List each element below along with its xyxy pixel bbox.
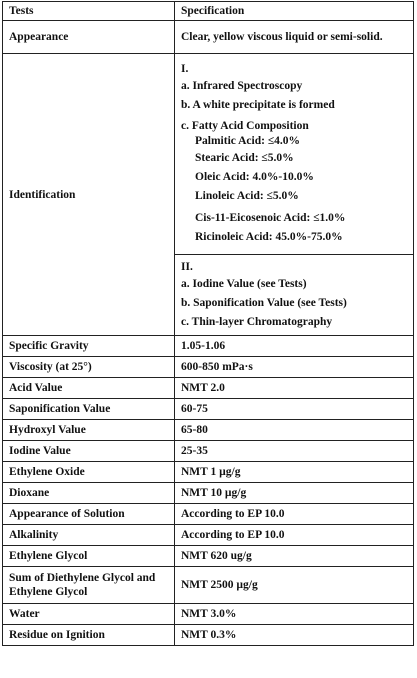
test-name: Water xyxy=(3,604,175,625)
test-name: Dioxane xyxy=(3,483,175,504)
test-spec: NMT 2.0 xyxy=(175,378,414,399)
table-row xyxy=(3,567,414,604)
test-spec: 60-75 xyxy=(175,399,414,420)
test-spec: 600-850 mPa·s xyxy=(175,357,414,378)
test-name: Acid Value xyxy=(3,378,175,399)
test-spec: NMT 0.3% xyxy=(175,625,414,646)
part2-item-b: b. Saponification Value (see Tests) xyxy=(181,296,347,309)
part2-item-a: a. Iodine Value (see Tests) xyxy=(181,277,307,290)
part1-item-a: a. Infrared Spectroscopy xyxy=(181,80,303,92)
part1-item-c: c. Fatty Acid Composition xyxy=(181,120,309,132)
table-row xyxy=(3,441,414,462)
part1-roman: I. xyxy=(181,63,189,75)
test-name: Appearance xyxy=(3,21,175,54)
table-row xyxy=(3,625,414,646)
test-spec: NMT 2500 µg/g xyxy=(175,567,414,604)
test-name: Ethylene Oxide xyxy=(3,462,175,483)
test-spec: 1.05-1.06 xyxy=(175,336,414,357)
test-spec: 65-80 xyxy=(175,420,414,441)
test-spec: 25-35 xyxy=(175,441,414,462)
acid-item: Stearic Acid: ≤5.0% xyxy=(195,152,294,164)
table-row xyxy=(3,357,414,378)
test-spec: NMT 3.0% xyxy=(175,604,414,625)
test-spec: NMT 620 ug/g xyxy=(175,546,414,567)
part1-item-b: b. A white precipitate is formed xyxy=(181,99,335,111)
test-spec: According to EP 10.0 xyxy=(175,504,414,525)
part2-item-c: c. Thin-layer Chromatography xyxy=(181,315,333,328)
acid-item: Cis-11-Eicosenoic Acid: ≤1.0% xyxy=(195,212,346,224)
table-row xyxy=(3,378,414,399)
acid-item: Linoleic Acid: ≤5.0% xyxy=(195,190,299,202)
test-spec: NMT 10 µg/g xyxy=(175,483,414,504)
table-row xyxy=(3,483,414,504)
test-spec: NMT 1 µg/g xyxy=(175,462,414,483)
specification-header: Specification xyxy=(175,2,414,21)
table-row xyxy=(3,21,414,54)
identification-part2 xyxy=(175,255,414,336)
acid-item: Oleic Acid: 4.0%-10.0% xyxy=(195,171,314,183)
test-spec: According to EP 10.0 xyxy=(175,525,414,546)
part2-roman: II. xyxy=(181,260,193,273)
table-row xyxy=(3,462,414,483)
test-name: Sum of Diethylene Glycol and Ethylene Glycol xyxy=(3,567,175,604)
identification-part1 xyxy=(175,54,414,255)
acid-item: Palmitic Acid: ≤4.0% xyxy=(195,135,301,147)
test-name: Appearance of Solution xyxy=(3,504,175,525)
table-row xyxy=(3,504,414,525)
table-row xyxy=(3,546,414,567)
identification-row xyxy=(3,54,414,255)
table-row xyxy=(3,420,414,441)
table-row xyxy=(3,604,414,625)
header-row xyxy=(3,2,414,21)
table-row xyxy=(3,399,414,420)
tests-header: Tests xyxy=(3,2,175,21)
test-name: Hydroxyl Value xyxy=(3,420,175,441)
test-name: Saponification Value xyxy=(3,399,175,420)
specification-table xyxy=(2,1,414,646)
test-name: Viscosity (at 25°) xyxy=(3,357,175,378)
test-name: Alkalinity xyxy=(3,525,175,546)
test-name: Specific Gravity xyxy=(3,336,175,357)
table-row xyxy=(3,525,414,546)
table-row xyxy=(3,336,414,357)
identification-label: Identification xyxy=(3,54,175,336)
test-name: Ethylene Glycol xyxy=(3,546,175,567)
test-name: Residue on Ignition xyxy=(3,625,175,646)
test-name: Iodine Value xyxy=(3,441,175,462)
test-spec: Clear, yellow viscous liquid or semi-solid. xyxy=(175,21,414,54)
acid-item: Ricinoleic Acid: 45.0%-75.0% xyxy=(195,231,343,243)
